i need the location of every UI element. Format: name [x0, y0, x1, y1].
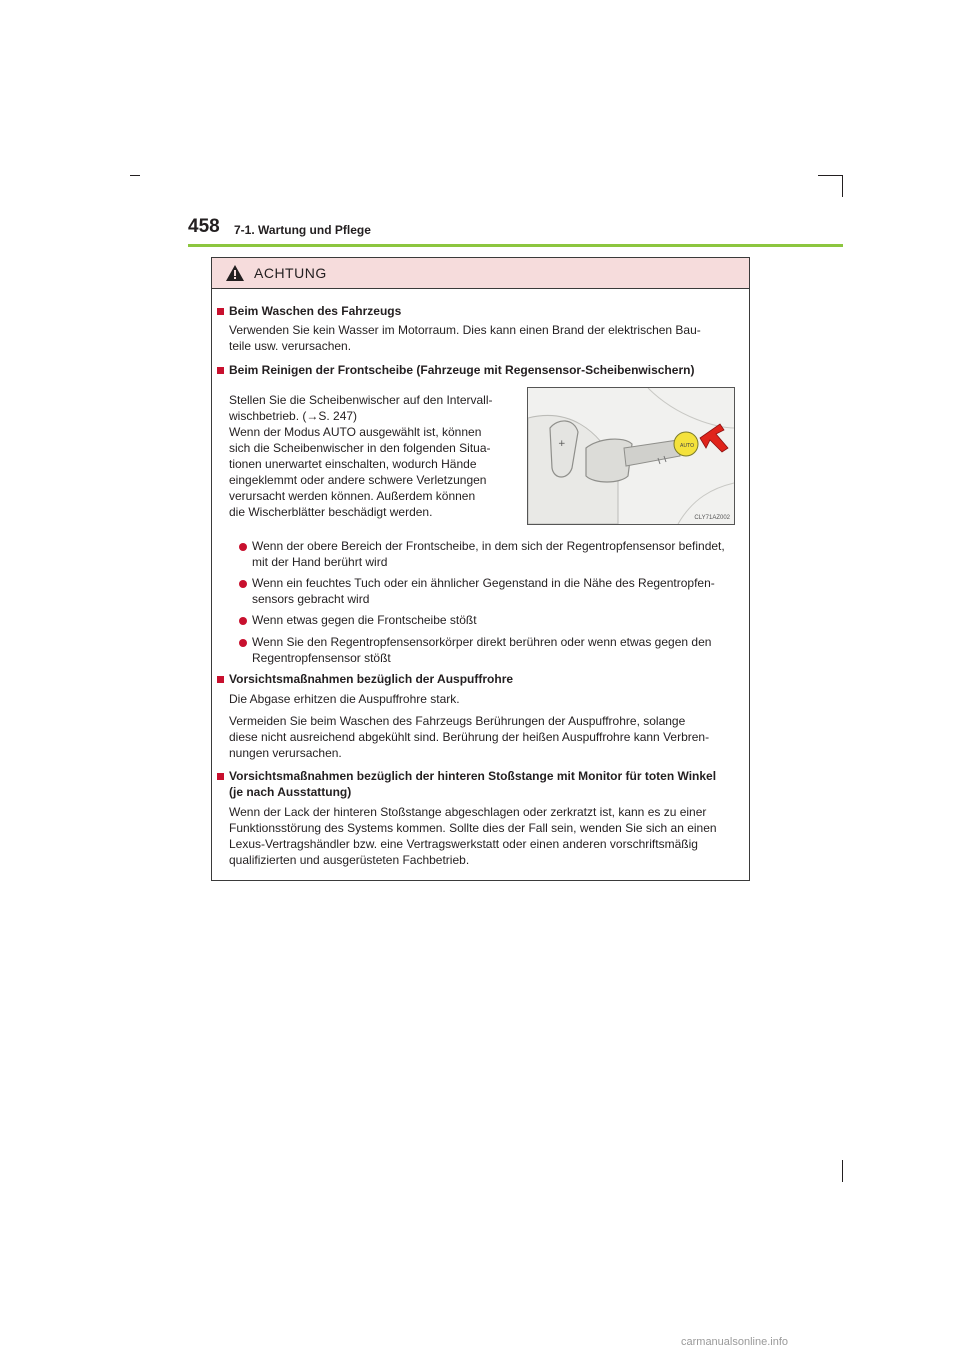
paragraph-line: Funktionsstörung des Systems kommen. Sollte dies der Fall sein, wenden Sie sich an einen: [229, 821, 717, 835]
bullet-line: Wenn Sie den Regentropfensensorkörper direkt berühren oder wenn etwas gegen den: [252, 635, 712, 649]
page-number: 458: [188, 216, 220, 237]
paragraph-line: die Wischerblätter beschädigt werden.: [229, 505, 433, 519]
paragraph-line: Wenn der Lack der hinteren Stoßstange abgeschlagen oder zerkratzt ist, kann es zu einer: [229, 805, 707, 819]
paragraph-line: Wenn der Modus AUTO ausgewählt ist, können: [229, 425, 482, 439]
section-heading: Beim Waschen des Fahrzeugs: [229, 304, 402, 318]
warning-header: [212, 258, 749, 289]
bullet-dot: [239, 617, 247, 625]
bullet-line: Wenn der obere Bereich der Frontscheibe, in dem sich der Regentropfensensor befindet,: [252, 539, 725, 553]
bullet-dot: [239, 639, 247, 647]
warning-triangle-icon: [226, 265, 244, 281]
bullet-dot: [239, 580, 247, 588]
section-bullet-square: [217, 676, 224, 683]
paragraph-line: Stellen Sie die Scheibenwischer auf den Intervall-: [229, 393, 493, 407]
svg-text:AUTO: AUTO: [680, 443, 695, 449]
section-title: 7-1. Wartung und Pflege: [234, 223, 371, 237]
bullet-line: sensors gebracht wird: [252, 592, 370, 606]
crop-mark: [130, 175, 140, 176]
paragraph-line: Verwenden Sie kein Wasser im Motorraum. Dies kann einen Brand der elektrischen Bau-: [229, 323, 701, 337]
paragraph-line: Vermeiden Sie beim Waschen des Fahrzeugs Berührungen der Auspuffrohre, solange: [229, 714, 686, 728]
warning-title: ACHTUNG: [254, 265, 327, 281]
page-header: [188, 214, 843, 248]
bullet-line: mit der Hand berührt wird: [252, 555, 388, 569]
paragraph-line: sich die Scheibenwischer in den folgenden Situa-: [229, 441, 491, 455]
bullet-line: Wenn etwas gegen die Frontscheibe stößt: [252, 613, 477, 627]
paragraph-line: verursacht werden können. Außerdem können: [229, 489, 476, 503]
figure-code: CLY71AZ002: [694, 515, 730, 521]
section-heading: Vorsichtsmaßnahmen bezüglich der Auspuffrohre: [229, 672, 514, 686]
section-heading: (je nach Ausstattung): [229, 785, 352, 799]
bullet-line: Regentropfensensor stößt: [252, 651, 391, 665]
paragraph-line: qualifizierten und ausgerüsteten Fachbetrieb.: [229, 853, 470, 867]
bullet-line: Wenn ein feuchtes Tuch oder ein ähnlicher Gegenstand in die Nähe des Regentropfen-: [252, 576, 715, 590]
paragraph-line: diese nicht ausreichend abgekühlt sind. Berührung der heißen Auspuffrohre kann Verbren-: [229, 730, 710, 744]
paragraph-line: wischbetrieb. (→S. 247): [229, 409, 358, 423]
bullet-dot: [239, 543, 247, 551]
paragraph-line: Lexus-Vertragshändler bzw. eine Vertragswerkstatt oder einen anderen vorschriftsmäßig: [229, 837, 698, 851]
crop-mark: [818, 175, 842, 176]
section-bullet-square: [217, 308, 224, 315]
section-heading: Beim Reinigen der Frontscheibe (Fahrzeuge mit Regensensor-Scheibenwischern): [229, 363, 695, 377]
wiper-lever-drawing: [528, 388, 734, 524]
paragraph-line: tionen unerwartet einschalten, wodurch Hände: [229, 457, 477, 471]
watermark-text: carmanualsonline.info: [681, 1336, 789, 1348]
paragraph-line: nungen verursachen.: [229, 746, 342, 760]
section-bullet-square: [217, 367, 224, 374]
warning-box: [211, 257, 750, 881]
section-heading: Vorsichtsmaßnahmen bezüglich der hinteren Stoßstange mit Monitor für toten Winkel: [229, 769, 717, 783]
svg-text:+: +: [558, 439, 566, 449]
section-bullet-square: [217, 773, 224, 780]
paragraph-line: teile usw. verursachen.: [229, 339, 352, 353]
crop-mark: [842, 1160, 843, 1182]
header-rule: [188, 244, 843, 247]
wiper-lever-illustration: [527, 387, 735, 525]
paragraph-line: Die Abgase erhitzen die Auspuffrohre stark.: [229, 692, 460, 706]
paragraph-line: eingeklemmt oder andere schwere Verletzungen: [229, 473, 487, 487]
crop-mark: [842, 175, 843, 197]
